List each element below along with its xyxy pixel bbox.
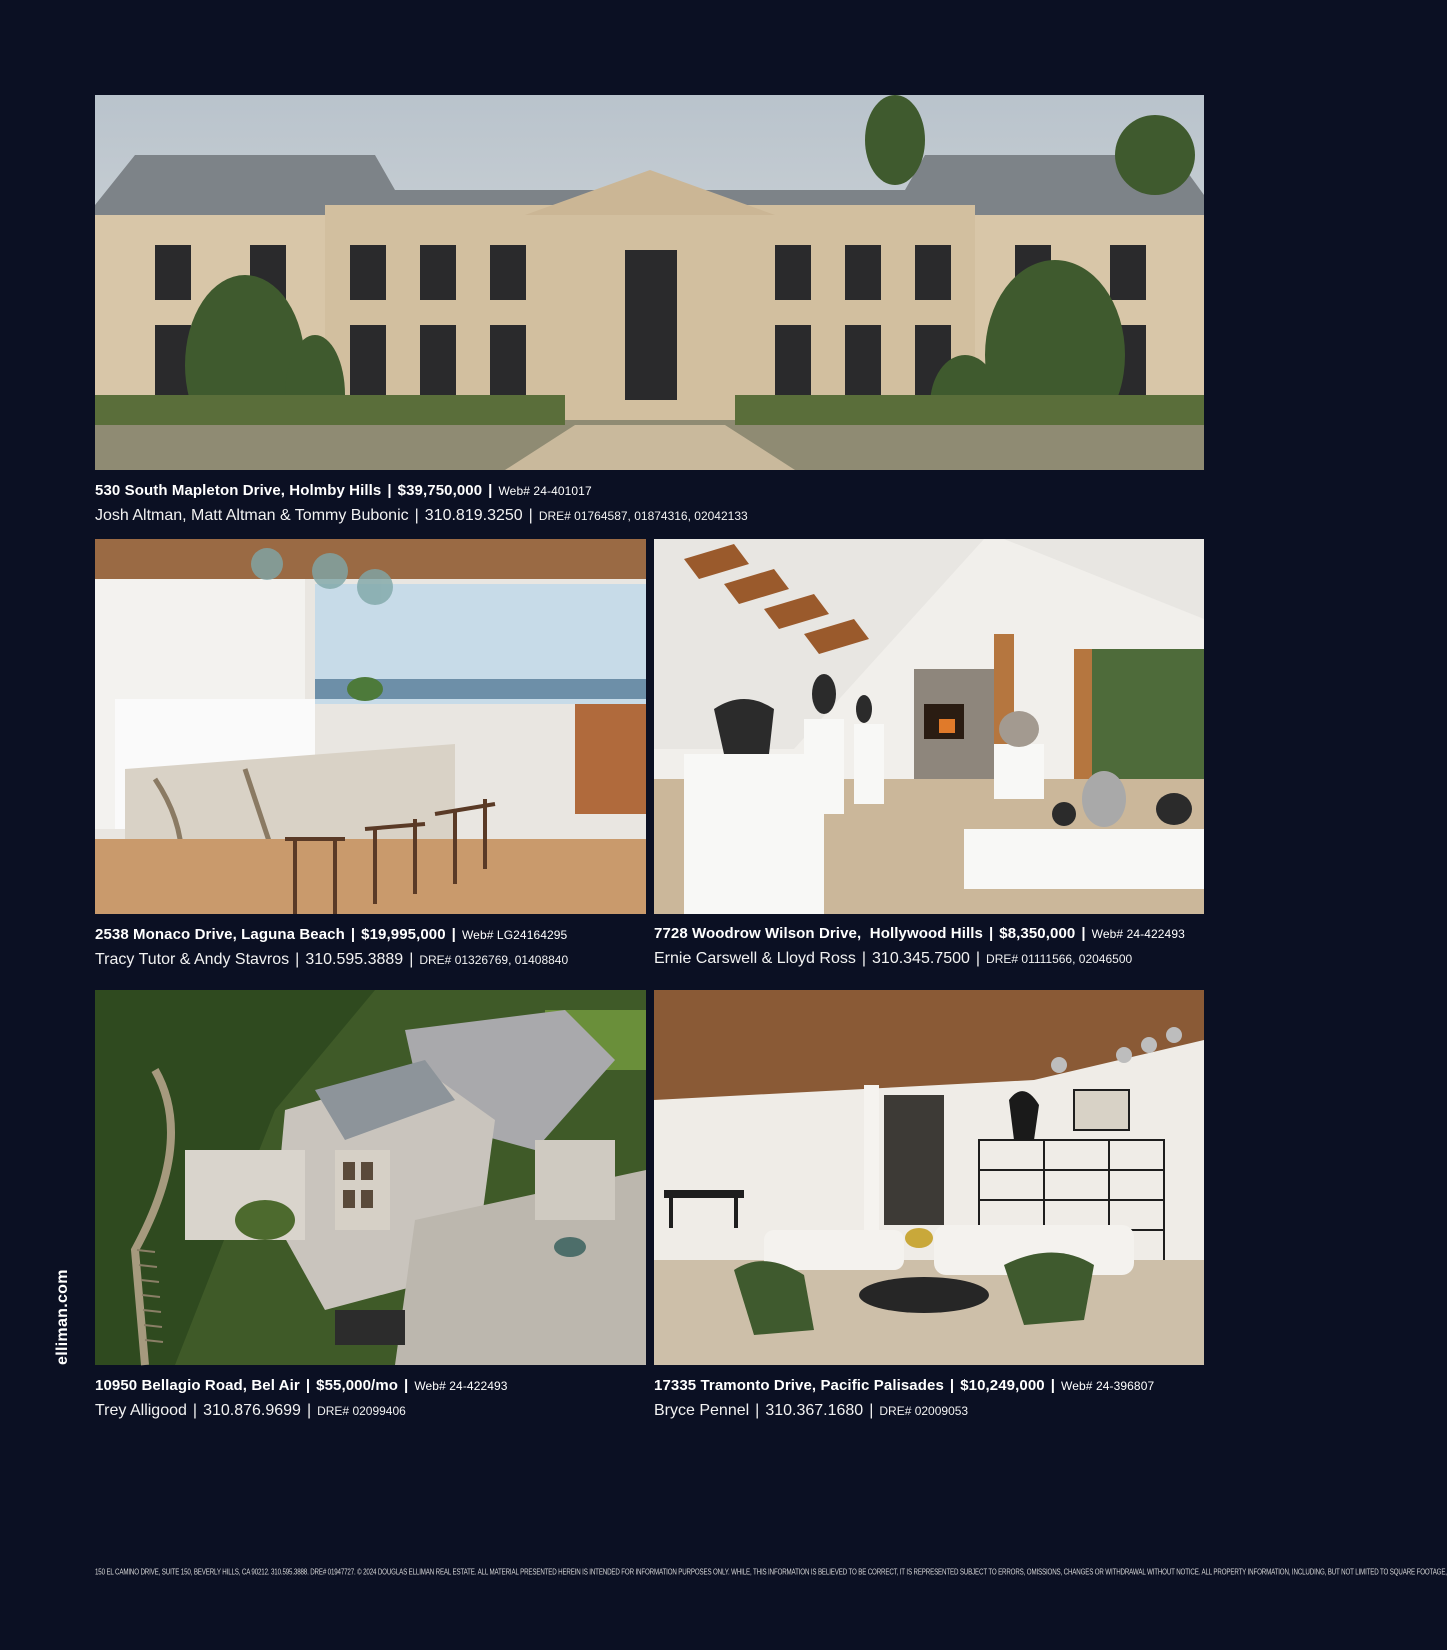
footer-disclaimer: 150 EL CAMINO DRIVE, SUITE 150, BEVERLY HILLS, CA 90212. 310.595.3888. DRE# 01947727. © 2024 DOUGLAS ELLIMAN REAL ESTATE. ALL MATERIAL PRESENTED HEREIN IS INTENDED FOR INFORMATION PURPOSES ONLY. WHILE, THIS INFORMATION IS BELIEVED TO BE CORRECT, IT IS REPRESENTED SUBJECT TO ERRORS, OMISSIONS, CHANGES OR WITHDRAWAL WITHOUT NOTICE. ALL PROPERTY INFORMATION, INCLUDING, BUT NOT LIMITED TO SQUARE FOOTAGE, <box>95 1568 1447 1578</box>
listing-address[interactable]: 7728 Woodrow Wilson Drive, Hollywood Hills <box>654 925 983 942</box>
listing-caption-monaco <box>95 925 568 971</box>
mansion-illustration <box>95 95 1204 470</box>
listing-agents: Ernie Carswell & Lloyd Ross <box>654 950 856 967</box>
listing-headline <box>654 1376 1154 1396</box>
separator: | <box>350 926 356 943</box>
listing-agents-line <box>654 948 1185 970</box>
listing-caption-tramonto <box>654 1376 1154 1422</box>
listing-agents-line <box>95 1400 508 1422</box>
listing-agents: Josh Altman, Matt Altman & Tommy Bubonic <box>95 507 409 524</box>
separator: | <box>528 507 533 524</box>
listing-web-id[interactable]: Web# 24-396807 <box>1061 1379 1155 1393</box>
separator: | <box>869 1402 874 1419</box>
listing-agents: Tracy Tutor & Andy Stavros <box>95 951 290 968</box>
listing-web-id[interactable]: Web# LG24164295 <box>461 928 568 942</box>
separator: | <box>949 1377 955 1394</box>
listing-agents-line <box>95 505 748 527</box>
separator: | <box>409 951 414 968</box>
listing-web-id[interactable]: Web# 24-422493 <box>1091 927 1185 941</box>
listing-address[interactable]: 17335 Tramonto Drive, Pacific Palisades <box>654 1377 944 1394</box>
side-website-link[interactable]: elliman.com <box>54 1269 71 1365</box>
separator: | <box>192 1402 198 1419</box>
listing-agents: Bryce Pennel <box>654 1402 750 1419</box>
listing-caption-bellagio <box>95 1376 508 1422</box>
separator: | <box>305 1377 311 1394</box>
listing-phone[interactable]: 310.367.1680 <box>765 1402 864 1419</box>
listing-photo-tramonto[interactable] <box>654 990 1204 1365</box>
listing-headline <box>654 924 1185 944</box>
kitchen-illustration <box>95 539 646 914</box>
listing-headline <box>95 481 748 501</box>
separator: | <box>988 925 994 942</box>
aerial-estate-illustration <box>95 990 646 1365</box>
separator: | <box>488 482 493 499</box>
listing-price: $19,995,000 <box>361 926 446 943</box>
listing-agents-line <box>95 949 568 971</box>
listing-address[interactable]: 2538 Monaco Drive, Laguna Beach <box>95 926 345 943</box>
gallery-room-illustration <box>654 539 1204 914</box>
listing-caption-mapleton <box>95 481 748 527</box>
listing-photo-mapleton[interactable] <box>95 95 1204 470</box>
listing-caption-woodrow-wilson <box>654 924 1185 970</box>
separator: | <box>404 1377 409 1394</box>
listing-dre: DRE# 01764587, 01874316, 02042133 <box>538 509 748 523</box>
listing-price: $10,249,000 <box>960 1377 1045 1394</box>
listing-price: $8,350,000 <box>999 925 1076 942</box>
listing-photo-woodrow-wilson[interactable] <box>654 539 1204 914</box>
listing-dre: DRE# 01326769, 01408840 <box>419 953 569 967</box>
separator: | <box>1081 925 1086 942</box>
separator: | <box>387 482 392 499</box>
separator: | <box>755 1402 760 1419</box>
separator: | <box>295 951 300 968</box>
listing-phone[interactable]: 310.345.7500 <box>872 950 970 967</box>
listing-photo-bellagio[interactable] <box>95 990 646 1365</box>
listing-headline <box>95 925 568 945</box>
separator: | <box>306 1402 312 1419</box>
listing-photo-monaco[interactable] <box>95 539 646 914</box>
separator: | <box>414 507 419 524</box>
listing-phone[interactable]: 310.595.3889 <box>305 951 404 968</box>
separator: | <box>451 926 456 943</box>
separator: | <box>1050 1377 1055 1394</box>
listing-dre: DRE# 02009053 <box>879 1404 969 1418</box>
listing-agents: Trey Alligood <box>95 1402 187 1419</box>
listing-price: $39,750,000 <box>397 482 483 499</box>
living-room-illustration <box>654 990 1204 1365</box>
listing-web-id[interactable]: Web# 24-401017 <box>498 484 592 498</box>
listing-phone[interactable]: 310.876.9699 <box>203 1402 301 1419</box>
listing-dre: DRE# 01111566, 02046500 <box>986 952 1133 966</box>
separator: | <box>861 950 867 967</box>
listing-dre: DRE# 02099406 <box>317 1404 406 1418</box>
listing-price: $55,000/mo <box>316 1377 399 1394</box>
listing-address[interactable]: 530 South Mapleton Drive, Holmby Hills <box>95 482 382 499</box>
listing-address[interactable]: 10950 Bellagio Road, Bel Air <box>95 1377 300 1394</box>
listing-web-id[interactable]: Web# 24-422493 <box>414 1379 508 1393</box>
listing-agents-line <box>654 1400 1154 1422</box>
listing-headline <box>95 1376 508 1396</box>
separator: | <box>975 950 981 967</box>
listing-phone[interactable]: 310.819.3250 <box>424 507 523 524</box>
